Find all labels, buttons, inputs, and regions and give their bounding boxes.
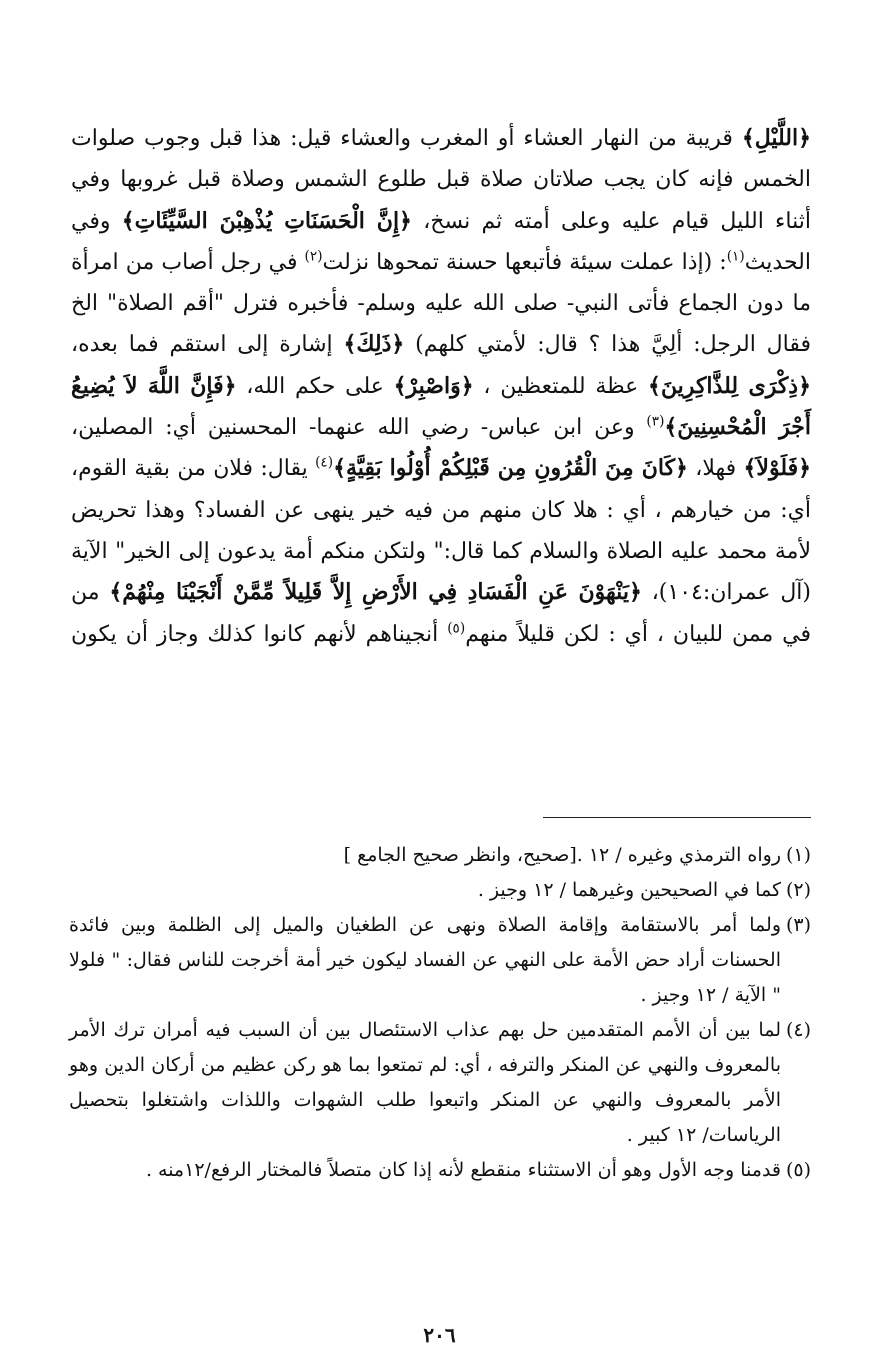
quran-verse: ﴿كَانَ مِنَ الْقُرُونِ مِن قَبْلِكُمْ أُوْلُوا بَقِيَّةٍ﴾ [333,455,688,482]
quran-verse: ﴿فَإِنَّ اللَّهَ لاَ يُضِيعُ أَجْرَ الْمُحْسِنِينَ﴾ [71,372,811,441]
footnote-divider [543,817,811,818]
footnote-text: لما بين أن الأمم المتقدمين حل بهم عذاب الاستئصال بين أن السبب فيه أمران ترك الأمر بالمعروف والنهي عن المنكر والترفه ، أي: لم تمتعوا بما هو ركن عظيم من أركان الدين وهو الأمر بالمعروف والنهي عن المنكر واتبعوا طلب الشهوات واللذات واشتغلوا بتحصيل الرياسات/ ١٢ كبير . [69,1019,781,1146]
text-run: عظة للمتعظين ، [483,373,639,399]
footnote-ref[interactable]: (٥) [447,620,466,637]
text-run: إشارة إلى استقم فما بعده، [71,332,333,358]
footnote-number: (٢) [785,879,811,901]
text-run: على حكم الله، [246,373,384,399]
quran-verse: ﴿ذَلِكَ﴾ [343,331,405,358]
main-paragraph [71,118,811,655]
footnote [69,873,811,908]
footnote [69,838,811,873]
footnotes [69,838,811,1188]
quran-verse: ﴿اللَّيْلِ﴾ [741,125,811,151]
quran-verse: ﴿وَاصْبِرْ﴾ [393,372,474,399]
quran-verse: ﴿فَلَوْلاَ﴾ [743,455,812,482]
page-number: ٢٠٦ [423,1323,456,1347]
text-run: وعن ابن عباس- رضي الله عنهما- المحسنين أي: المصلين، [71,415,635,441]
footnote-text: ولما أمر بالاستقامة وإقامة الصلاة ونهى عن الطغيان والميل إلى الظلمة وبين فائدة الحسنات أراد حض الأمة على النهي عن الفساد ليكون خير أمة أخرجت للناس فقال: " فلولا " الآية / ١٢ وجيز . [69,914,781,1006]
footnote-ref[interactable]: (٣) [646,413,665,430]
footnote-ref[interactable]: (٢) [304,248,323,265]
text-run: من في ممن للبيان ، أي : لكن قليلاً منهم [71,580,811,647]
footnote-number: (٤) [785,1019,811,1041]
footnote-number: (٣) [785,914,811,936]
text-run: وفي الحديث [71,208,811,275]
footnote-text: كما في الصحيحين وغيرهما / ١٢ وجيز . [477,879,781,901]
text-run: قريبة من النهار العشاء أو المغرب والعشاء قيل: هذا قبل وجوب صلوات الخمس فإنه كان يجب صلاتان صلاة قبل طلوع الشمس وصلاة قبل غروبها وفي أثناء الليل قيام عليه وعلى أمته ثم نسخ، [71,126,811,234]
text-run: : (إذا عملت سيئة فأتبعها حسنة تمحوها نزلت [322,249,727,275]
footnote-text: رواه الترمذي وغيره / ١٢ .[صحيح، وانظر صحيح الجامع ] [343,844,781,866]
main-text [71,118,811,655]
footnote-ref[interactable]: (١) [726,248,745,265]
quran-verse: ﴿إِنَّ الْحَسَنَاتِ يُذْهِبْنَ السَّيِّئَاتِ﴾ [121,207,412,234]
text-run: أنجيناهم لأنهم كانوا كذلك وجاز أن يكون [71,621,439,647]
footnote [69,1153,811,1188]
footnote [69,908,811,1013]
quran-verse: ﴿يَنْهَوْنَ عَنِ الْفَسَادِ فِي الأَرْضِ إِلاَّ قَلِيلاً مِّمَّنْ أَنْجَيْنَا مِنْهُمْ﴾ [109,579,642,606]
footnote [69,1013,811,1153]
footnote-number: (٥) [785,1159,811,1181]
text-run: يقال: فلان من بقية القوم، أي: من خيارهم ، أي : هلا كان منهم من فيه خير ينهى عن الفساد؟ وهذا تحريض لأمة محمد عليه الصلاة والسلام كما قال:" ولتكن منكم أمة يدعون إلى الخير" الآية (آل عمران:١٠٤)، [71,456,812,606]
footnote-number: (١) [785,844,811,866]
footnote-ref[interactable]: (٤) [315,455,334,472]
footnote-text: قدمنا وجه الأول وهو أن الاستثناء منقطع لأنه إذا كان متصلاً فالمختار الرفع/١٢منه . [145,1159,781,1181]
text-run: في رجل أصاب من امرأة ما دون الجماع فأتى النبي- صلى الله عليه وسلم- فأخبره فترل "أقم الصلاة" الخ فقال الرجل: ألِيَّ هذا ؟ قال: لأمتي كلهم) [71,249,811,358]
quran-verse: ﴿ذِكْرَى لِلذَّاكِرِينَ﴾ [648,372,811,399]
text-run: فهلا، [695,456,737,482]
